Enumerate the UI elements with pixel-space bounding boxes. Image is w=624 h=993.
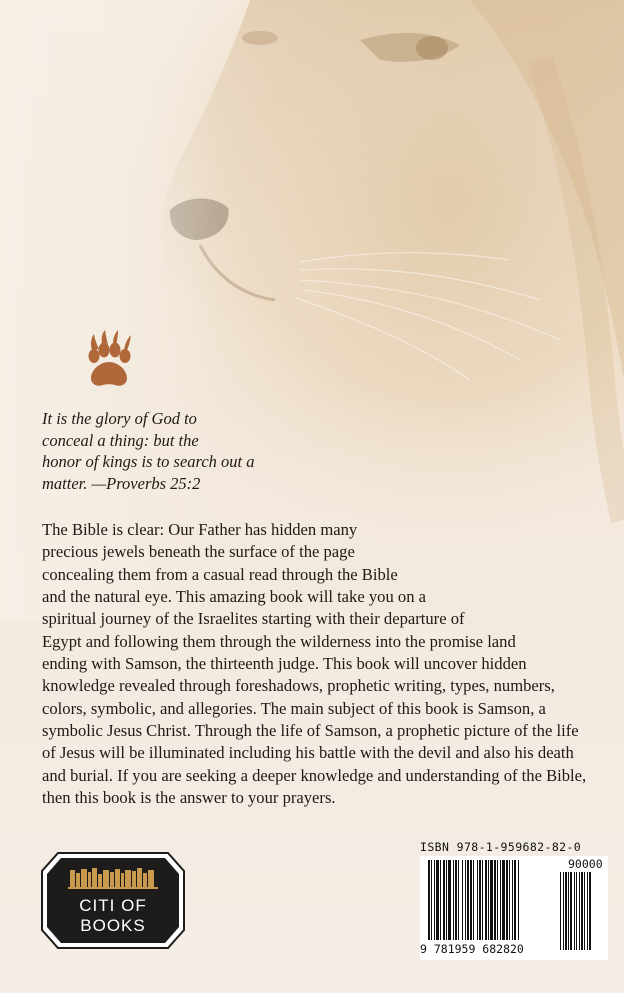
description-line: and the natural eye. This amazing book will take you on a xyxy=(42,587,427,607)
description-line: The Bible is clear: Our Father has hidden many xyxy=(42,520,358,539)
publisher-logo xyxy=(40,851,186,950)
description-line: precious jewels beneath the surface of the page xyxy=(42,542,355,562)
isbn-barcode xyxy=(420,840,608,960)
description-line: Egypt and following them through the wilderness into the promise land xyxy=(42,631,516,651)
description-line: knowledge revealed through foreshadows, prophetic writing, types, numbers, xyxy=(42,676,555,696)
barcode-box xyxy=(420,856,608,960)
description-line: symbolic Jesus Christ. Through the life of Samson, a prophetic picture of the life xyxy=(42,721,579,741)
quote-line: It is the glory of God to xyxy=(42,409,197,428)
description-line: then this book is the answer to your prayers. xyxy=(42,788,336,808)
quote-line: honor of kings is to search out a xyxy=(42,452,255,471)
description-line: spiritual journey of the Israelites starting with their departure of xyxy=(42,609,465,629)
barcode-digits: 9 781959 682820 xyxy=(420,942,524,956)
quote-line: conceal a thing: but the xyxy=(42,430,199,450)
description-line: ending with Samson, the thirteenth judge. This book will uncover hidden xyxy=(42,654,527,674)
description-line: and burial. If you are seeking a deeper knowledge and understanding of the Bible, xyxy=(42,765,587,785)
bible-quote xyxy=(42,408,292,494)
book-description xyxy=(42,519,618,809)
isbn-label: ISBN 978-1-959682-82-0 xyxy=(420,840,582,854)
paw-print-icon xyxy=(84,330,134,388)
description-line: colors, symbolic, and allegories. The main subject of this book is Samson, a xyxy=(42,698,546,718)
description-line: of Jesus will be illuminated including his battle with the devil and also his death xyxy=(42,743,574,763)
logo-line-1: CITI OF xyxy=(79,896,147,915)
quote-line: matter. —Proverbs 25:2 xyxy=(42,473,201,493)
logo-line-2: BOOKS xyxy=(80,916,146,935)
description-line: concealing them from a casual read through the Bible xyxy=(42,564,398,584)
price-code: 90000 xyxy=(568,857,603,871)
